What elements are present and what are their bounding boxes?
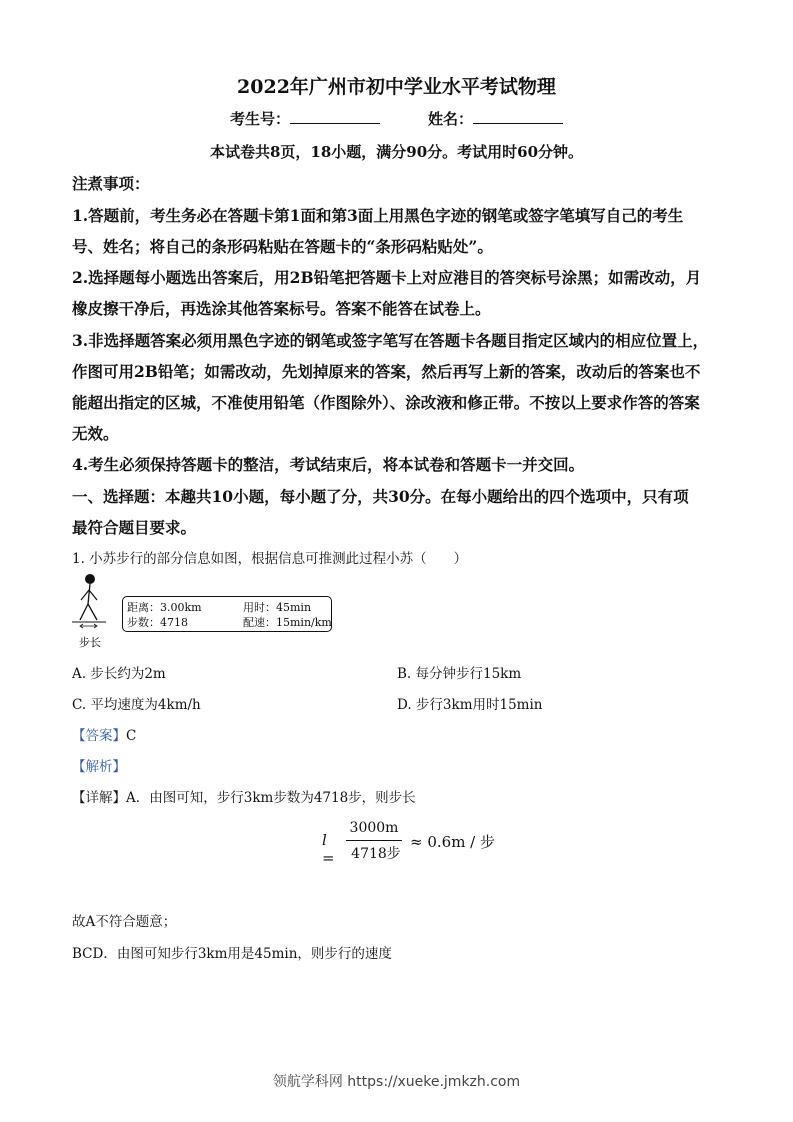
option-b: B. 每分钟步行15km (397, 666, 522, 682)
bcd-analysis: BCD．由图可知步行3km用是45min，则步行的速度 (72, 946, 392, 962)
candidate-number-label: 考生号： (229, 110, 290, 128)
answer-value: C (126, 728, 137, 744)
footer-watermark: 领航学科网 https://xueke.jmkzh.com (272, 1074, 521, 1090)
step-length-label: 步长 (79, 636, 101, 649)
detail-text: A．由图可知，步行3km步数为4718步，则步长 (126, 790, 416, 806)
pace-readout: 配速：15min/km (243, 616, 332, 629)
note-line: 3.非选择题答案必须用黑色字迹的钢笔或签字笔写在答题卡各题目指定区域内的相应位置上， (72, 331, 709, 350)
detail-line (72, 786, 416, 806)
note-line: 橡皮擦干净后，再选涂其他答案标号。答案不能答在试卷上。 (72, 299, 491, 318)
walker-arm (89, 590, 97, 600)
section-heading: 一、选择题：本趣共10小题，每小题了分，共30分。在每小题给出的四个选项中，只有项 (72, 487, 689, 506)
walker-leg (80, 604, 88, 620)
option-c: C. 平均速度为4km/h (72, 697, 201, 713)
conclusion-a: 故A不符合题意； (72, 914, 177, 930)
formula-lhs: l = (322, 831, 335, 867)
distance-readout: 距离：3.00km (127, 601, 202, 614)
exam-summary: 本试卷共8页，18小题，满分90分。考试用时60分钟。 (209, 143, 584, 161)
note-line: 无效。 (72, 424, 119, 443)
fraction-bar (346, 840, 402, 841)
answer-tag: 【答案】 (72, 728, 126, 744)
detail-tag: 【详解】 (72, 790, 126, 806)
steps-readout: 步数：4718 (127, 616, 188, 629)
option-a: A. 步长约为2m (72, 666, 166, 682)
note-line: 1.答题前，考生务必在答题卡第1面和第3面上用黑色字迹的钢笔或签字笔填写自己的考生 (72, 206, 684, 225)
question-stem: 1. 小苏步行的部分信息如图，根据信息可推测此过程小苏（ ） (72, 551, 468, 567)
walker-body (88, 584, 90, 604)
section-heading-cont: 最符合题目要求。 (72, 518, 197, 537)
formula-denominator: 4718步 (351, 846, 401, 862)
name-label: 姓名： (428, 110, 474, 128)
page-title: 2022年广州市初中学业水平考试物理 (237, 76, 556, 98)
walker-arm (81, 590, 89, 600)
exam-info-row (0, 108, 793, 129)
note-line: 4.考生必须保持答题卡的整洁，考试结束后，将本试卷和答题卡一并交回。 (72, 455, 585, 474)
formula-numerator: 3000m (349, 820, 399, 836)
notes-heading: 注煮事项： (72, 174, 150, 193)
walker-leg (88, 604, 97, 620)
option-d: D. 步行3km用时15min (397, 697, 543, 713)
note-line: 能超出指定的区城，不准使用铅笔（作图除外）、涂改液和修正带。不按以上要求作答的答案 (72, 393, 700, 412)
walker-head (85, 574, 95, 584)
candidate-number-blank (290, 110, 380, 124)
time-readout: 用时：45min (243, 601, 312, 614)
answer-line (72, 724, 136, 744)
formula-rhs: ≈ 0.6m / 步 (410, 833, 496, 851)
name-blank (473, 110, 563, 124)
note-line: 号、姓名；将自己的条形码粘贴在答题卡的“条形码粘贴处”。 (72, 237, 493, 256)
note-line: 2.选择题每小题选出答案后，用2B铅笔把答题卡上对应港目的答突标号涂黑；如需改动，月 (72, 268, 702, 287)
walking-info-box (122, 596, 332, 632)
note-line: 作图可用2B铅笔；如需改动，先划掉原来的答案，然后再写上新的答案，改动后的答案也不 (72, 362, 701, 381)
analysis-tag: 【解析】 (72, 759, 126, 775)
